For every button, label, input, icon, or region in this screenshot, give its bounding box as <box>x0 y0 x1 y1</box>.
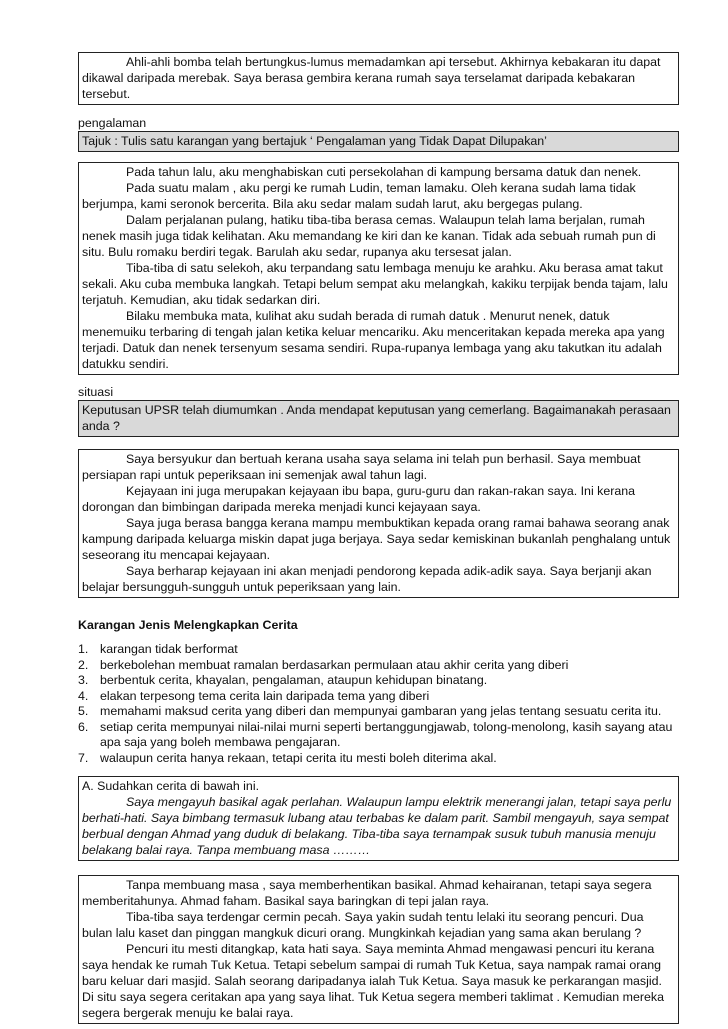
intro-passage-box <box>78 52 679 105</box>
document-page <box>78 52 679 1024</box>
list-item: 6. setiap cerita mempunyai nilai-nilai murni seperti bertanggungjawab, tolong-menolong, kasih sayang atau apa saja yang boleh membawa pengajaran. <box>78 719 673 749</box>
essay-paragraph: Kejayaan ini juga merupakan kejayaan ibu bapa, guru-guru dan rakan-rakan saya. Ini kerana dorongan dan bimbingan daripada mereka menjadi kunci kejayaan saya. <box>82 484 636 514</box>
essay-paragraph: Saya juga berasa bangga kerana mampu membuktikan kepada orang ramai bahawa seorang anak kampung daripada keluarga miskin dapat juga berjaya. Saya sedar kemiskinan bukanlah penghalang untuk seseorang itu mencapai kejayaan. <box>82 516 671 562</box>
essay-paragraph: Dalam perjalanan pulang, hatiku tiba-tiba berasa cemas. Walaupun telah lama berjalan, rumah nenek masih juga tidak kelihatan. Aku memandang ke kiri dan ke kanan. Tidak ada sebuah rumah pun di situ. Bulu romaku berdiri tegak. Barulah aku sedar, rupanya aku tersesat jalan. <box>82 213 656 259</box>
section-label-situasi: situasi <box>78 385 114 399</box>
list-item: 3. berbentuk cerita, khayalan, pengalaman, ataupun kehidupan binatang. <box>78 673 488 687</box>
essay-paragraph: Bilaku membuka mata, kulihat aku sudah berada di rumah datuk . Menurut nenek, datuk menemuiku terbaring di tengah jalan ketika keluar mencariku. Aku menceritakan kepada mereka apa yang terjadi. Datuk dan nenek tersenyum sesama sendiri. Rupa-rupanya lembaga yang aku takutkan itu adalah datukku sendiri. <box>82 309 665 371</box>
prompt-box-pengalaman <box>78 131 679 152</box>
list-item: 2. berkebolehan membuat ramalan berdasarkan permulaan atau akhir cerita yang diberi <box>78 657 569 672</box>
story-answer-box <box>78 875 679 1024</box>
story-text: Saya mengayuh basikal agak perlahan. Walaupun lampu elektrik menerangi jalan, tetapi saya perlu berhati-hati. Saya bimbang termasuk lubang atau terbabas ke dalam parit. Sambil mengayuh, saya sempat berbual dengan Ahmad yang duduk di belakang. Tiba-tiba saya ternampak susuk tubuh manusia menuju belakang balai raya. Tanpa membuang masa ……… <box>82 795 672 857</box>
answer-paragraph: Tanpa membuang masa , saya memberhentikan basikal. Ahmad kehairanan, tetapi saya segera memberitahunya. Ahmad faham. Basikal saya baringkan di tepi jalan raya. <box>82 878 652 908</box>
answer-paragraph: Tiba-tiba saya terdengar cermin pecah. Saya yakin sudah tentu lelaki itu seorang pencuri. Dua bulan lalu kaset dan pinggan mangkuk dicuri orang. Mungkinkah kejadian yang sama akan berulang ? <box>82 910 644 940</box>
essay-paragraph: Pada tahun lalu, aku menghabiskan cuti persekolahan di kampung bersama datuk dan nenek. <box>126 165 642 179</box>
essay-box-pengalaman <box>78 162 679 375</box>
list-item: 4. elakan terpesong tema cerita lain daripada tema yang diberi <box>78 688 430 703</box>
section-heading: Karangan Jenis Melengkapkan Cerita <box>78 618 298 632</box>
answer-paragraph: Pencuri itu mesti ditangkap, kata hati saya. Saya meminta Ahmad mengawasi pencuri itu kerana saya hendak ke rumah Tuk Ketua. Tetapi sebelum sampai di rumah Tuk Ketua, saya nampak ramai orang baru keluar dari masjid. Salah seorang daripadanya ialah Tuk Ketua. Saya masuk ke perkarangan masjid. Di situ saya segera ceritakan apa yang saya lihat. Tuk Ketua segera memberi taklimat . Kemudian mereka segera bergerak menuju ke balai raya. <box>82 942 664 1020</box>
list-item: 7. walaupun cerita hanya rekaan, tetapi cerita itu mesti boleh diterima akal. <box>78 750 497 765</box>
section-label-pengalaman: pengalaman <box>78 116 147 130</box>
passage-paragraph: Ahli-ahli bomba telah bertungkus-lumus memadamkan api tersebut. Akhirnya kebakaran itu dapat dikawal daripada merebak. Saya berasa gembira kerana rumah saya terselamat daripada kebakaran tersebut. <box>82 55 661 101</box>
essay-box-situasi <box>78 449 679 598</box>
list-item: 5. memahami maksud cerita yang diberi dan mempunyai gambaran yang jelas tentang sesuatu cerita itu. <box>78 704 662 718</box>
story-prompt-box <box>78 776 679 861</box>
instruction-text: A. Sudahkan cerita di bawah ini. <box>82 779 260 793</box>
list-item: 1. karangan tidak berformat <box>78 642 238 656</box>
prompt-box-situasi <box>78 400 679 437</box>
essay-paragraph: Pada suatu malam , aku pergi ke rumah Ludin, teman lamaku. Oleh kerana sudah lama tidak berjumpa, kami seronok bercerita. Bila aku sedar malam sudah larut, aku bergegas pulang. <box>82 181 636 211</box>
essay-paragraph: Tiba-tiba di satu selekoh, aku terpandang satu lembaga menuju ke arahku. Aku berasa amat takut sekali. Aku cuba membuka langkah. Tetapi belum sempat aku melangkah, kakiku terpijak benda tajam, lalu terjatuh. Kemudian, aku tidak sedarkan diri. <box>82 261 668 307</box>
essay-paragraph: Saya berharap kejayaan ini akan menjadi pendorong kepada adik-adik saya. Saya berjanji akan belajar bersungguh-sungguh untuk peperiksaan yang lain. <box>82 564 652 594</box>
prompt-text: Tajuk : Tulis satu karangan yang bertajuk ‘ Pengalaman yang Tidak Dapat Dilupakan’ <box>82 134 547 148</box>
essay-paragraph: Saya bersyukur dan bertuah kerana usaha saya selama ini telah pun berhasil. Saya membuat persiapan rapi untuk peperiksaan ini semenjak awal tahun lagi. <box>82 452 641 482</box>
criteria-list <box>78 642 679 766</box>
prompt-text: Keputusan UPSR telah diumumkan . Anda mendapat keputusan yang cemerlang. Bagaimanakah perasaan anda ? <box>82 403 671 433</box>
